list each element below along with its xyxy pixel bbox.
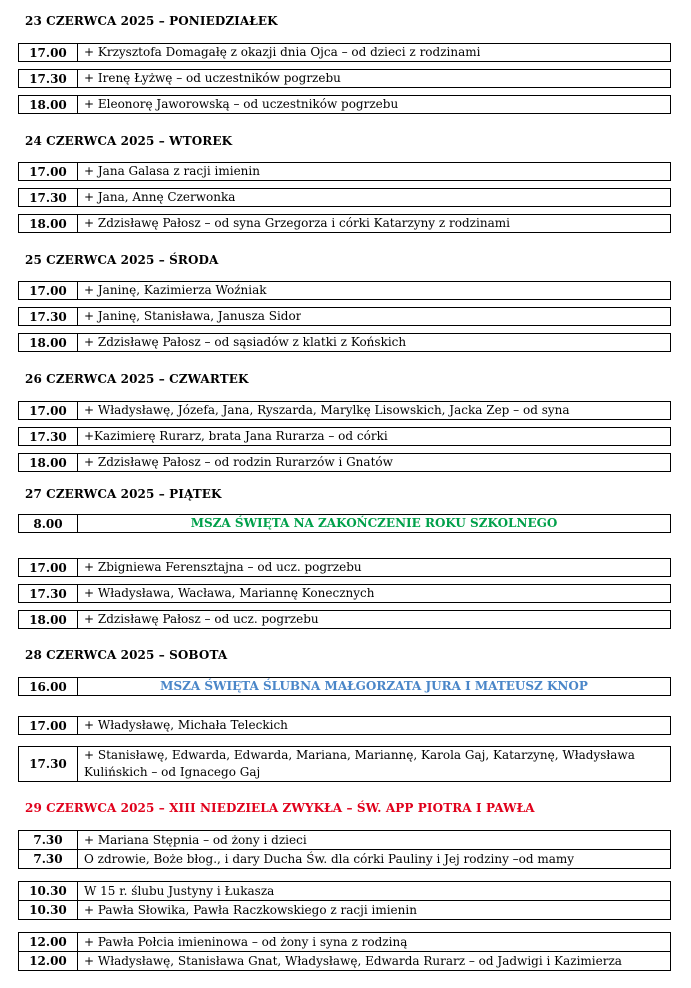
mass-time: 10.30: [19, 901, 78, 919]
mass-time: 8.00: [19, 515, 78, 532]
mass-time: 16.00: [19, 678, 78, 695]
mass-intention: W 15 r. ślubu Justyny i Łukasza: [84, 883, 275, 898]
mass-time: 18.00: [19, 334, 78, 351]
mass-intention: +Kazimierę Rurarz, brata Jana Rurarza – od córki: [84, 429, 388, 443]
mass-row: [19, 849, 670, 868]
mass-intention: + Zdzisławę Pałosz – od ucz. pogrzebu: [84, 612, 319, 626]
mass-time: 18.00: [19, 454, 78, 471]
mass-row: [18, 95, 671, 114]
mass-time: 7.30: [19, 850, 78, 868]
mass-time: 12.00: [19, 933, 78, 951]
mass-row: [18, 188, 671, 207]
mass-time: 17.00: [19, 163, 78, 180]
day-heading-tuesday: 24 CZERWCA 2025 – WTOREK: [25, 134, 233, 148]
mass-intention: + Janinę, Stanisława, Janusza Sidor: [84, 309, 302, 323]
mass-time: 10.30: [19, 882, 78, 900]
mass-row: [18, 43, 671, 62]
special-mass-title: MSZA ŚWIĘTA ŚLUBNA MAŁGORZATA JURA I MATEUSZ KNOP: [160, 679, 588, 693]
mass-time: 17.30: [19, 70, 78, 87]
mass-intention: + Władysławę, Michała Teleckich: [84, 718, 288, 732]
mass-time: 18.00: [19, 215, 78, 232]
mass-intention: + Eleonorę Jaworowską – od uczestników pogrzebu: [84, 97, 399, 111]
mass-row: [19, 933, 670, 951]
day-heading-saturday: 28 CZERWCA 2025 – SOBOTA: [25, 648, 228, 662]
mass-row: [19, 900, 670, 919]
mass-intention: + Zdzisławę Pałosz – od rodzin Rurarzów i Gnatów: [84, 455, 393, 469]
mass-intention: + Władysławę, Stanisława Gnat, Władysławę, Edwarda Rurarz – od Jadwigi i Kazimierza: [84, 953, 622, 968]
mass-intention: + Władysława, Wacława, Mariannę Konecznych: [84, 586, 375, 600]
special-mass-row: [18, 677, 671, 696]
mass-intention: + Jana, Annę Czerwonka: [84, 190, 236, 204]
mass-time: 18.00: [19, 611, 78, 628]
mass-row: [18, 584, 671, 603]
mass-row: [18, 427, 671, 446]
mass-time: 12.00: [19, 952, 78, 970]
mass-time: 17.30: [19, 747, 78, 781]
mass-row: [19, 882, 670, 900]
day-heading-wednesday: 25 CZERWCA 2025 – ŚRODA: [25, 253, 219, 267]
mass-intention: + Zbigniewa Ferensztajna – od ucz. pogrzebu: [84, 560, 362, 574]
mass-row: [18, 307, 671, 326]
mass-intention: + Władysławę, Józefa, Jana, Ryszarda, Marylkę Lisowskich, Jacka Zep – od syna: [84, 403, 570, 417]
special-mass-row: [18, 514, 671, 533]
mass-intention: + Zdzisławę Pałosz – od syna Grzegorza i córki Katarzyny z rodzinami: [84, 216, 510, 230]
mass-time: 17.30: [19, 428, 78, 445]
special-mass-title: MSZA ŚWIĘTA NA ZAKOŃCZENIE ROKU SZKOLNEGO: [190, 516, 558, 530]
mass-intention: + Pawła Połcia imieninowa – od żony i syna z rodziną: [84, 934, 408, 949]
day-heading-sunday: 29 CZERWCA 2025 – XIII NIEDZIELA ZWYKŁA – ŚW. APP PIOTRA I PAWŁA: [25, 801, 535, 815]
mass-time: 17.30: [19, 189, 78, 206]
mass-time: 17.00: [19, 44, 78, 61]
mass-time: 17.30: [19, 308, 78, 325]
mass-intention: + Zdzisławę Pałosz – od sąsiadów z klatki z Końskich: [84, 335, 407, 349]
mass-intention: O zdrowie, Boże błog., i dary Ducha Św. dla córki Pauliny i Jej rodziny –od mamy: [84, 851, 575, 866]
mass-row: [18, 214, 671, 233]
mass-intention: + Janinę, Kazimierza Woźniak: [84, 283, 267, 297]
mass-pair: [18, 932, 671, 971]
mass-intention: + Jana Galasa z racji imienin: [84, 164, 260, 178]
mass-time: 17.30: [19, 585, 78, 602]
mass-row: [18, 610, 671, 629]
mass-row: [18, 453, 671, 472]
mass-time: 7.30: [19, 831, 78, 849]
mass-row: [18, 401, 671, 420]
mass-row: [19, 951, 670, 970]
mass-row: [18, 69, 671, 88]
mass-row: [18, 558, 671, 577]
mass-pair: [18, 881, 671, 920]
mass-intention: + Stanisławę, Edwarda, Edwarda, Mariana, Mariannę, Karola Gaj, Katarzynę, Władysława Kulińskich – od Ignacego Gaj: [84, 748, 635, 779]
mass-row: [18, 162, 671, 181]
mass-time: 17.00: [19, 717, 78, 734]
day-heading-thursday: 26 CZERWCA 2025 – CZWARTEK: [25, 372, 249, 386]
mass-row: [18, 716, 671, 735]
mass-row: [19, 831, 670, 849]
mass-row: [18, 281, 671, 300]
mass-intention: + Pawła Słowika, Pawła Raczkowskiego z racji imienin: [84, 902, 417, 917]
mass-intention: + Mariana Stępnia – od żony i dzieci: [84, 832, 307, 847]
day-heading-friday: 27 CZERWCA 2025 – PIĄTEK: [25, 487, 222, 501]
mass-time: 17.00: [19, 559, 78, 576]
day-heading-monday: 23 CZERWCA 2025 – PONIEDZIAŁEK: [25, 14, 278, 28]
mass-time: 17.00: [19, 282, 78, 299]
mass-time: 18.00: [19, 96, 78, 113]
mass-time: 17.00: [19, 402, 78, 419]
mass-row: [18, 746, 671, 782]
mass-pair: [18, 830, 671, 869]
mass-row: [18, 333, 671, 352]
mass-intention: + Irenę Łyżwę – od uczestników pogrzebu: [84, 71, 341, 85]
mass-intention: + Krzysztofa Domagałę z okazji dnia Ojca – od dzieci z rodzinami: [84, 45, 481, 59]
